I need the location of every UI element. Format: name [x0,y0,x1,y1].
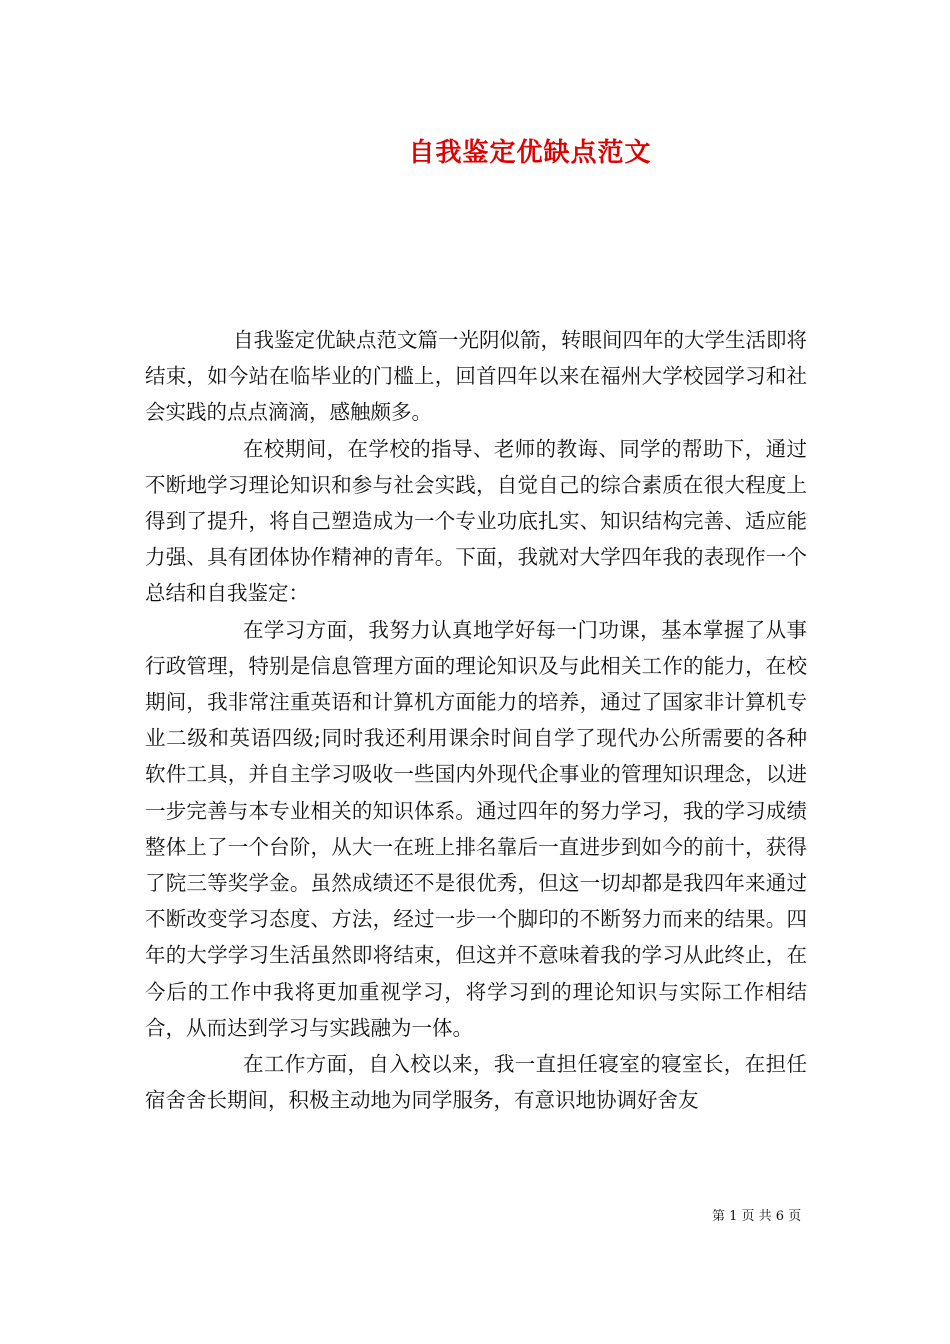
page-number-footer: 第 1 页 共 6 页 [712,1209,802,1224]
document-title: 自我鉴定优缺点范文 [408,138,652,168]
paragraph-4: 在工作方面，自入校以来，我一直担任寝室的寝室长，在担任宿舍舍长期间，积极主动地为同学服务，有意识地协调好舍友 [145,1052,807,1113]
paragraph-3: 在学习方面，我努力认真地学好每一门功课，基本掌握了从事行政管理，特别是信息管理方面的理论知识及与此相关工作的能力，在校期间，我非常注重英语和计算机方面能力的培养，通过了国家非计算机专业二级和英语四级;同时我还利用课余时间自学了现代办公所需要的各种软件工具，并自主学习吸收一些国内外现代企事业的管理知识理念，以进一步完善与本专业相关的知识体系。通过四年的努力学习，我的学习成绩整体上了一个台阶，从大一在班上排名靠后一直进步到如今的前十，获得了院三等奖学金。虽然成绩还不是很优秀，但这一切却都是我四年来通过不断改变学习态度、方法，经过一步一个脚印的不断努力而来的结果。四年的大学学习生活虽然即将结束，但这并不意味着我的学习从此终止，在今后的工作中我将更加重视学习，将学习到的理论知识与实际工作相结合，从而达到学习与实践融为一体。 [145,617,807,1040]
document-body [145,322,807,1118]
paragraph-1: 自我鉴定优缺点范文篇一光阴似箭，转眼间四年的大学生活即将结束，如今站在临毕业的门槛上，回首四年以来在福州大学校园学习和社会实践的点点滴滴，感触颇多。 [145,328,807,425]
paragraph-2: 在校期间，在学校的指导、老师的教诲、同学的帮助下，通过不断地学习理论知识和参与社会实践，自觉自己的综合素质在很大程度上得到了提升，将自己塑造成为一个专业功底扎实、知识结构完善、适应能力强、具有团体协作精神的青年。下面，我就对大学四年我的表现作一个总结和自我鉴定： [145,436,807,606]
